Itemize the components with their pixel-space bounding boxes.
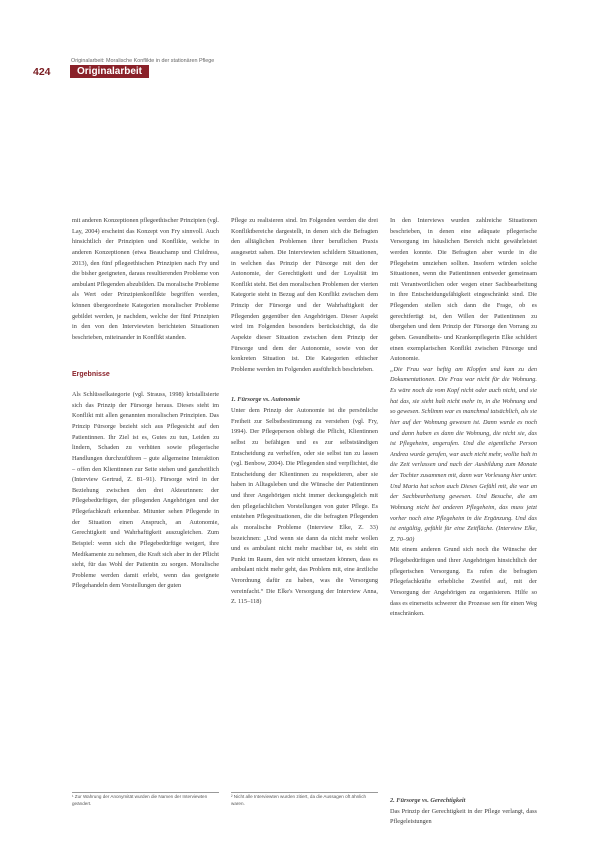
- interview-quote: „Die Frau war heftig am Klopfen und kam zu den Dokumentationen. Die Frau war nicht für die Wohnung. Es wäre noch da vom Kopf nicht oder auch nicht, und sie hat das, sie sieht halt nicht mehr in, in die Wohnung und so gewesen. Schlimm war es manchmal tatsächlich, als sie hier auf der Wohnung gewesen ist. Dann wurde es noch und dann haben es dann die Wohnung, die nicht sie, das ist Pflegeheim, angerufen. Und die eigentliche Person Andrea wurde gerufen, war auch nicht mehr, wollte halt in die Zeit verlassen und nach der Ausbildung zum Monate der Tochter zusammen mit, dann war Vorlesung hier unter. Und Maria hat schon auch Dieses Gefühl mit, die war an der Sachbearbeitung gewesen. Und Besuche, die am Wohnung nicht bei anderen Pflegeheim, das muss jetzt vorher noch eine Pflegeheim in die Ergänzung. Und das ist entgültig, gefühlt für eine Zeitfläche. (Interview Elke, Z. 70–90): [390, 365, 537, 543]
- page-number: 424: [33, 66, 51, 78]
- text-column-3-bottom: [390, 796, 537, 828]
- paragraph: In den Interviews wurden zahlreiche Situationen beschrieben, in denen eine adäquate pflegerische Versorgung im häuslichen Bereich nicht gewährleistet werden konnte. Die Befragten aber wurde in die Pflegeheim umziehen sollten. Insofern würden solche Situationen, wenn die Patientinnen entweder gemeinsam mit Verantwortlichen oder wegen einer Sachbearbeitung in ihre Entscheidungsfähigkeit eingeschränkt sind. Die Pflegenden stellen sich dann die Frage, ob es gerechtfertigt ist, den Willen der Patientinnen zu übergehen und dem Prinzip der Fürsorge den Vorrang zu geben. Gesundheits- und Krankenpflegerin Elke schildert einen exemplarischen Konflikt zwischen Fürsorge und Autonomie.: [390, 217, 537, 363]
- subsection-heading: 2. Fürsorge vs. Gerechtigkeit: [390, 797, 466, 804]
- section-heading-results: Ergebnisse: [72, 370, 110, 378]
- paragraph: mit anderen Konzeptionen pflegeethischer Prinzipien (vgl. Lay, 2004) erscheint das Konzept von Fry sinnvoll. Auch hinsichtlich der Prinzipien und Konflikte, welche in anderen Konzeptionen (etwa Beauchamp und Childress, 2013), den fünf pflegeethischen Prinzipien nach Fry und die bisher geeigneten, daraus resultierenden Probleme von ambulant Pflegenden abzubilden. Da moralische Probleme als Wert oder Prinzipienkonflikte begriffen werden, können übergeordnete Kategorien moralischer Probleme gebildet werden, je nachdem, welche der fünf Prinzipien in den von den Interviewten berichteten Situationen beschrieben, miteinander in Konflikt standen.: [72, 217, 219, 341]
- subsection-heading: 1. Fürsorge vs. Autonomie: [231, 396, 300, 404]
- paragraph: Als Schlüsselkategorie (vgl. Strauss, 1998) kristallisierte sich das Prinzip der Fürsorge heraus. Dieses steht im Konflikt mit allen genannten moralischen Prinzipien. Das Prinzip Fürsorge bezieht sich aus Pflegesicht auf den Patientinnen. Ihr Ziel ist es, Gutes zu tun, Leiden zu lindern, Schaden zu verhüten sowie pflegerische Handlungen durchzuführen – gute allgemeine Interaktion – offen den Klientinnen zur Seite stehen und ganzheitlich (Interview Gertrud, Z. 81–91). Fürsorge wird in der Beziehung zwischen den drei Akteurinnen: der Pflegebedürftigen, der pflegenden Angehörigen und der Pflegefachkraft erkennbar. Mitunter sehen Pflegende in der Situation einen Anspruch, an Autonomie, Gerechtigkeit und Wahrhaftigkeit auszugleichen. Zum Beispiel: wenn sich die Pflegebedürftige weigert, ihre Medikamente zu nehmen, die Kraft sich aber in der Pflicht sieht, für das Wohl der Patientin zu sorgen. Moralische Probleme werden damit erlebt, wenn das geeignete Pflegehandeln dem Vorstellungen der guten: [72, 391, 219, 590]
- text-column-1: [72, 216, 219, 786]
- paragraph: Unter dem Prinzip der Autonomie ist die persönliche Freiheit zur Selbstbestimmung zu verstehen (vgl. Fry, 1994). Der Pflegeperson obliegt die Pflicht, Klientinnen selbst zu befähigen und es zur selbstständigen Entscheidung zu verhelfen, oder sie selbst tun zu lassen (vgl. Benbow, 2004). Die Pflegenden sind verpflichtet, die Entscheidung der Klientinnen zu respektieren, aber sie haben in Alltagsleben und die Wünsche der Patientinnen und ihrer Angehörigen nicht immer deckungsgleich mit den pflegefachlichen Vorstellungen von guter Pflege. Es entstehen Pflegesituationen, die die befragten Pflegenden als moralische Probleme (Interview Elke, Z. 33) bezeichnen: „Und wenn sie dann da nicht mehr wollen und es ambulant nicht mehr machbar ist, es steht ein Punkt im Raum, den wir nicht umsetzen können, dass es ambulant nicht mehr geht, das Problem mit, eine ärztliche Verordnung dafür zu haben, was die Versorgung vereinfacht.“ Die Elke's Versorgung der Interview Anna, Z. 115–118): [231, 407, 378, 606]
- footnote-1: ¹ Zur Wahrung der Anonymität wurden die Namen der Interviewten geändert.: [72, 792, 219, 823]
- running-head: Originalarbeit: Moralische Konflikte in der stationären Pflege: [71, 58, 215, 64]
- footnote-2: ² Nicht alle Interviewten wurden zitiert, da die Aussagen oft ähnlich waren.: [231, 792, 378, 823]
- text-column-3: [390, 216, 537, 784]
- paragraph: Das Prinzip der Gerechtigkeit in der Pflege verlangt, dass Pflegeleistungen: [390, 807, 537, 826]
- paragraph: Mit einem anderen Grund sich noch die Wünsche der Pflegebedürftigen und ihrer Angehörigen hinsichtlich der pflegerischen Versorgung. Es rufen die befragten Pflegefachkräfte erhebliche Zweifel auf, mit der Versorgung der Angehörigen zu organisieren. Hilfe so dass es einerseits schwerer die Prozesse sen für einen Weg einschränken.: [390, 546, 537, 618]
- paragraph: Pflege zu realisieren sind. Im Folgenden werden die drei Konfliktbereiche dargestellt, in denen sich die Befragten den alltäglichen Problemen ihrer beruflichen Praxis ausgesetzt sahen. Die Interviewten schildern Situationen, in welchen das Prinzip der Fürsorge mit den der Autonomie, der Gerechtigkeit und der Loyalität im Konflikt steht. Bei den moralischen Problemen der vierten Kategorie steht in Bezug auf den Konflikt zwischen dem Prinzip der Fürsorge und der Wahrhaftigkeit der Pflegenden gegenüber den Angehörigen. Dieser Aspekt wird im Folgenden besonders berücksichtigt, da die Aspekte dieser Situation zwischen dem Prinzip der Fürsorge und dem der Autonomie, sowie von der konkreten Situation ist. Die Kategorien ethischer Probleme werden im Folgenden ausführlich beschrieben.: [231, 217, 378, 373]
- text-column-2: [231, 216, 378, 786]
- section-tag: Originalarbeit: [70, 65, 149, 78]
